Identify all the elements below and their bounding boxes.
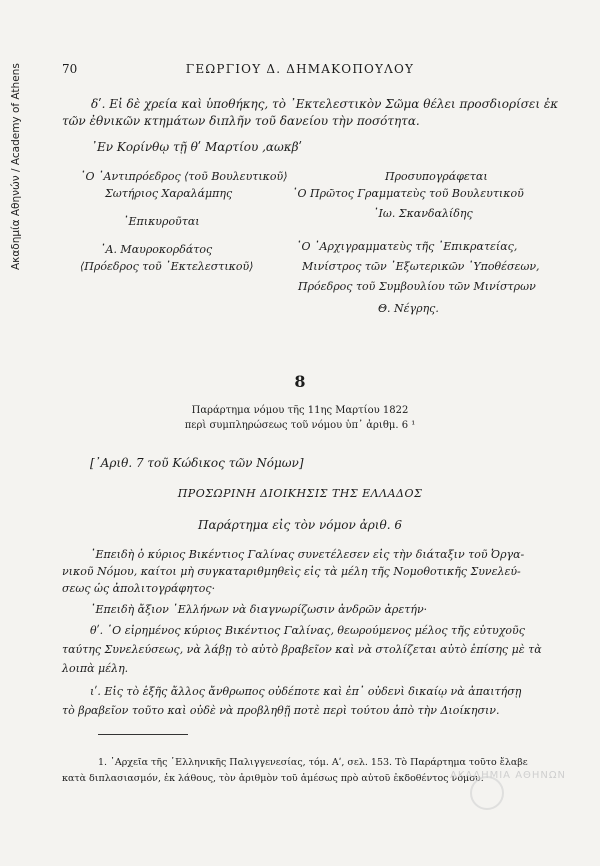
clause-d-line2: τῶν ἐθνικῶν κτημάτων διπλῆν τοῦ δανείου τὴν ποσότητα. [62,114,420,128]
signature-skandalidis: ᾿Ιω. Σκανδαλίδης [373,207,473,220]
body-p3-line3: λοιπὰ μέλη. [62,662,129,675]
signature-mavrokordatos: ᾿Α. Μαυροκορδάτος [100,243,213,256]
body-p2-line1: ᾿Επειδὴ ἄξιον ῾Ελλήνων νὰ διαγνωρίζωσιν ἀνδρῶν ἀρετήν· [90,603,428,616]
body-p3-line1: θʹ. ῾Ο εἰρημένος κύριος Βικέντιος Γαλίνας, θεωρούμενος μέλος τῆς εὐτυχοῦς [90,624,525,637]
document-number: 8 [294,372,306,391]
ratified-label: ᾿Επικυροῦται [123,215,200,228]
body-p4-line2: τὸ βραβεῖον τοῦτο καὶ οὐδὲ νὰ προβληθῇ ποτὲ περὶ τούτου ἀπὸ τὴν Διοίκησιν. [62,704,500,717]
signature-executive-president: ⟨Πρόεδρος τοῦ ᾿Εκτελεστικοῦ⟩ [80,260,254,273]
signature-negris: Θ. Νέγρης. [378,302,439,315]
code-reference: [᾿Αριθ. 7 τοῦ Κώδικος τῶν Νόμων] [90,456,304,470]
archive-side-note: Ακαδημία Αθηνών / Academy of Athens [10,63,22,270]
body-p1-line3: σεως ὡς ἀπολιτογράφητος· [62,582,216,595]
body-p1-line2: νικοῦ Νόμου, καίτοι μὴ συγκαταριθμηθεὶς εἰς τὰ μέλη τῆς Νομοθοτικῆς Συνελεύ- [62,565,521,578]
page-number: 70 [62,62,78,76]
signature-name-charalampis: Σωτήριος Χαραλάμπης [105,187,233,200]
signature-council-president: Πρόεδρος τοῦ Συμβουλίου τῶν Μινίστρων [298,280,536,293]
academy-logo-icon [470,776,504,810]
signature-chief-secretary: ῾Ο ᾿Αρχιγραμματεὺς τῆς ᾿Επικρατείας, [296,240,518,253]
document-heading-line1: Παράρτημα νόμου τῆς 11ης Μαρτίου 1822 [191,405,409,416]
body-p1-line1: ᾿Επειδὴ ὁ κύριος Βικέντιος Γαλίνας συνετέλεσεν εἰς τὴν διάταξιν τοῦ Ὀργα- [90,548,525,561]
signature-foreign-minister: Μινίστρος τῶν ᾿Εξωτερικῶν ῾Υποθέσεων, [302,260,540,273]
clause-d-line1: δʹ. Εἰ δὲ χρεία καὶ ὑποθήκης, τὸ ᾿Εκτελεστικὸν Σῶμα θέλει προσδιορίσει ἐκ [91,97,559,111]
footnote-rule [98,734,188,735]
footnote-line2: κατὰ διπλασιασμόν, ἐκ λάθους, τὸν ἀριθμὸν τοῦ ἀμέσως πρὸ αὐτοῦ ἐκδοθέντος νόμου. [62,773,484,784]
footnote-line1: 1. ᾿Αρχεῖα τῆς ῾Ελληνικῆς Παλιγγενεσίας, τόμ. Αʹ, σελ. 153. Τὸ Παράρτημα τοῦτο ἔλαβε [98,757,528,768]
academy-watermark: ΑΚΑΔΗΜΙΑ ΑΘΗΝΩΝ [450,770,567,781]
document-heading-line2: περὶ συμπληρώσεως τοῦ νόμου ὑπ᾿ ἀριθμ. 6 ¹ [184,420,416,431]
signature-vice-president: ῾Ο ᾿Αντιπρόεδρος ⟨τοῦ Βουλευτικοῦ⟩ [80,170,288,183]
annex-subtitle: Παράρτημα εἰς τὸν νόμον ἀριθ. 6 [198,518,402,532]
signature-first-secretary: ῾Ο Πρῶτος Γραμματεὺς τοῦ Βουλευτικοῦ [292,187,524,200]
body-p4-line1: ιʹ. Εἰς τὸ ἑξῆς ἄλλος ἄνθρωπος οὐδέποτε καὶ ἐπ᾿ οὐδενὶ δικαίῳ νὰ ἀπαιτήσῃ [90,685,522,698]
place-date: ᾿Εν Κορίνθῳ τῇ θʹ Μαρτίου ,αωκβʹ [91,140,302,154]
running-head: ΓΕΩΡΓΙΟΥ Δ. ΔΗΜΑΚΟΠΟΥΛΟΥ [185,62,415,76]
body-p3-line2: ταύτης Συνελεύσεως, νὰ λάβῃ τὸ αὐτὸ βραβεῖον καὶ νὰ στολίζεται αὐτὸ ἐπίσης μὲ τὰ [62,643,542,656]
countersigned-label: Προσυπογράφεται [385,170,488,183]
authority-heading: ΠΡΟΣΩΡΙΝΗ ΔΙΟΙΚΗΣΙΣ ΤΗΣ ΕΛΛΑΔΟΣ [177,487,423,500]
